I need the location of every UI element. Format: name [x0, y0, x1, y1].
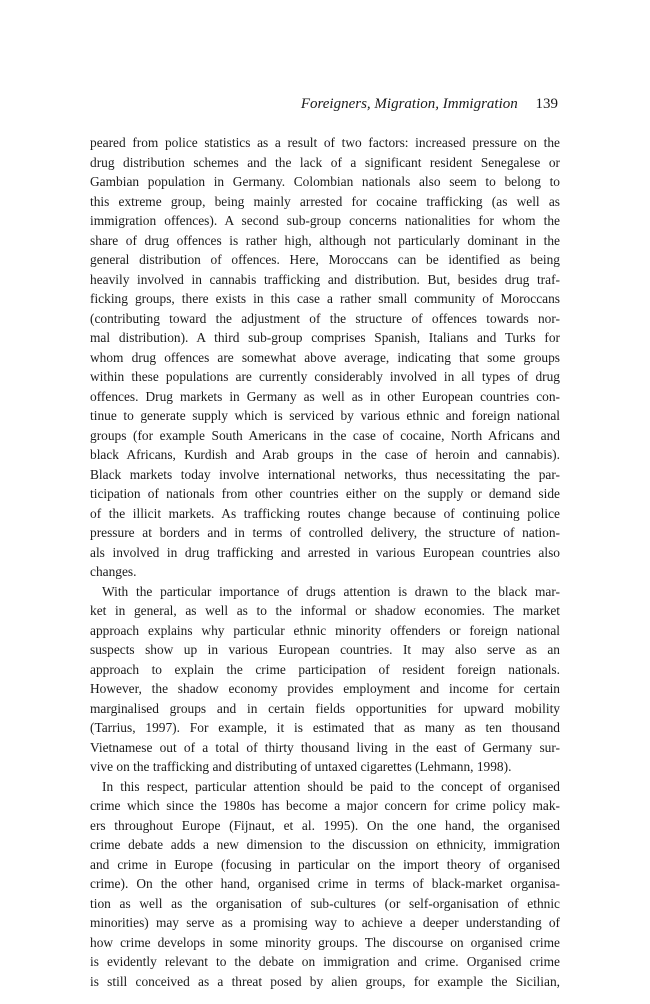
text-line: crime debate adds a new dimension to the discussion on ethnicity, immigration: [90, 837, 560, 852]
text-line: marginalised groups and in certain fields opportunities for upward mobility: [90, 700, 560, 716]
paragraph-start-line: In this respect, particular attention should be paid to the concept of organised: [102, 778, 560, 794]
text-line: is evidently relevant to the debate on immigration and crime. Organised crime: [90, 954, 560, 969]
text-line: how crime develops in some minority groups. The discourse on organised crime: [90, 934, 560, 950]
text-line: However, the shadow economy provides employment and income for certain: [90, 681, 560, 696]
text-line: ers throughout Europe (Fijnaut, et al. 1995). On the one hand, the organised: [90, 817, 560, 833]
text-line: ficking groups, there exists in this case a rather small community of Moroccans: [90, 291, 560, 306]
text-line: approach to explain the crime participation of resident foreign nationals.: [90, 661, 560, 677]
text-line: (Tarrius, 1997). For example, it is estimated that as many as ten thousand: [90, 720, 560, 735]
text-line: Black markets today involve international networks, thus necessitating the par-: [90, 466, 560, 482]
text-line: crime). On the other hand, organised crime in terms of black-market organisa-: [90, 876, 560, 891]
text-line: this extreme group, being mainly arrested for cocaine trafficking (as well as: [90, 193, 560, 209]
text-line: Vietnamese out of a total of thirty thousand living in the east of Germany sur-: [90, 739, 560, 755]
text-line: and crime in Europe (focusing in particular on the import theory of organised: [90, 856, 560, 872]
paragraph-start-line: With the particular importance of drugs attention is drawn to the black mar-: [102, 583, 560, 599]
page-number: 139: [535, 96, 558, 112]
text-line: suspects show up in various European countries. It may also serve as an: [90, 642, 560, 657]
text-line: share of drug offences is rather high, although not particularly dominant in the: [90, 232, 560, 248]
text-line: is still conceived as a threat posed by alien groups, for example the Sicilian,: [90, 973, 560, 989]
text-line: Gambian population in Germany. Colombian nationals also seem to belong to: [90, 174, 560, 189]
running-header: [301, 94, 558, 114]
text-line: general distribution of offences. Here, Moroccans can be identified as being: [90, 252, 560, 267]
text-line: groups (for example South Americans in the case of cocaine, North Africans and: [90, 427, 560, 443]
text-line: mal distribution). A third sub-group comprises Spanish, Italians and Turks for: [90, 330, 560, 345]
text-line: heavily involved in cannabis trafficking and distribution. But, besides drug traf-: [90, 271, 560, 287]
text-line: drug distribution schemes and the lack of a significant resident Senegalese or: [90, 154, 560, 170]
paragraph-end-line: changes.: [90, 564, 137, 579]
text-line: peared from police statistics as a result of two factors: increased pressure on the: [90, 135, 560, 150]
text-line: immigration offences). A second sub-group concerns nationalities for whom the: [90, 213, 560, 228]
text-line: offences. Drug markets in Germany as well as in other European countries con-: [90, 388, 560, 404]
text-line: whom drug offences are somewhat above average, indicating that some groups: [90, 349, 560, 365]
text-line: ket in general, as well as to the informal or shadow economies. The market: [90, 603, 560, 618]
running-title: Foreigners, Migration, Immigration: [300, 96, 518, 112]
text-line: of the illicit markets. As trafficking routes change because of continuing police: [90, 505, 560, 521]
body-text: [90, 133, 560, 991]
text-line: minorities) may serve as a promising way to achieve a deeper understanding of: [90, 915, 560, 930]
text-line: black Africans, Kurdish and Arab groups in the case of heroin and cannabis).: [90, 447, 560, 462]
text-line: ticipation of nationals from other countries either on the supply or demand side: [90, 486, 560, 501]
text-line: approach explains why particular ethnic minority offenders or foreign national: [90, 622, 560, 638]
text-line: tion as well as the organisation of sub-cultures (or self-organisation of ethnic: [90, 895, 560, 911]
text-line: crime which since the 1980s has become a major concern for crime policy mak-: [90, 798, 560, 813]
text-line: within these populations are currently considerably involved in all types of drug: [90, 369, 560, 384]
text-line: pressure at borders and in terms of controlled delivery, the structure of nation-: [90, 525, 560, 540]
text-line: (contributing toward the adjustment of the structure of offences towards nor-: [90, 310, 560, 326]
paragraph-end-line: vive on the trafficking and distributing of untaxed cigarettes (Lehmann, 1998).: [90, 759, 512, 774]
text-line: tinue to generate supply which is serviced by various ethnic and foreign national: [90, 408, 560, 423]
text-line: als involved in drug trafficking and arrested in various European countries also: [90, 544, 560, 560]
